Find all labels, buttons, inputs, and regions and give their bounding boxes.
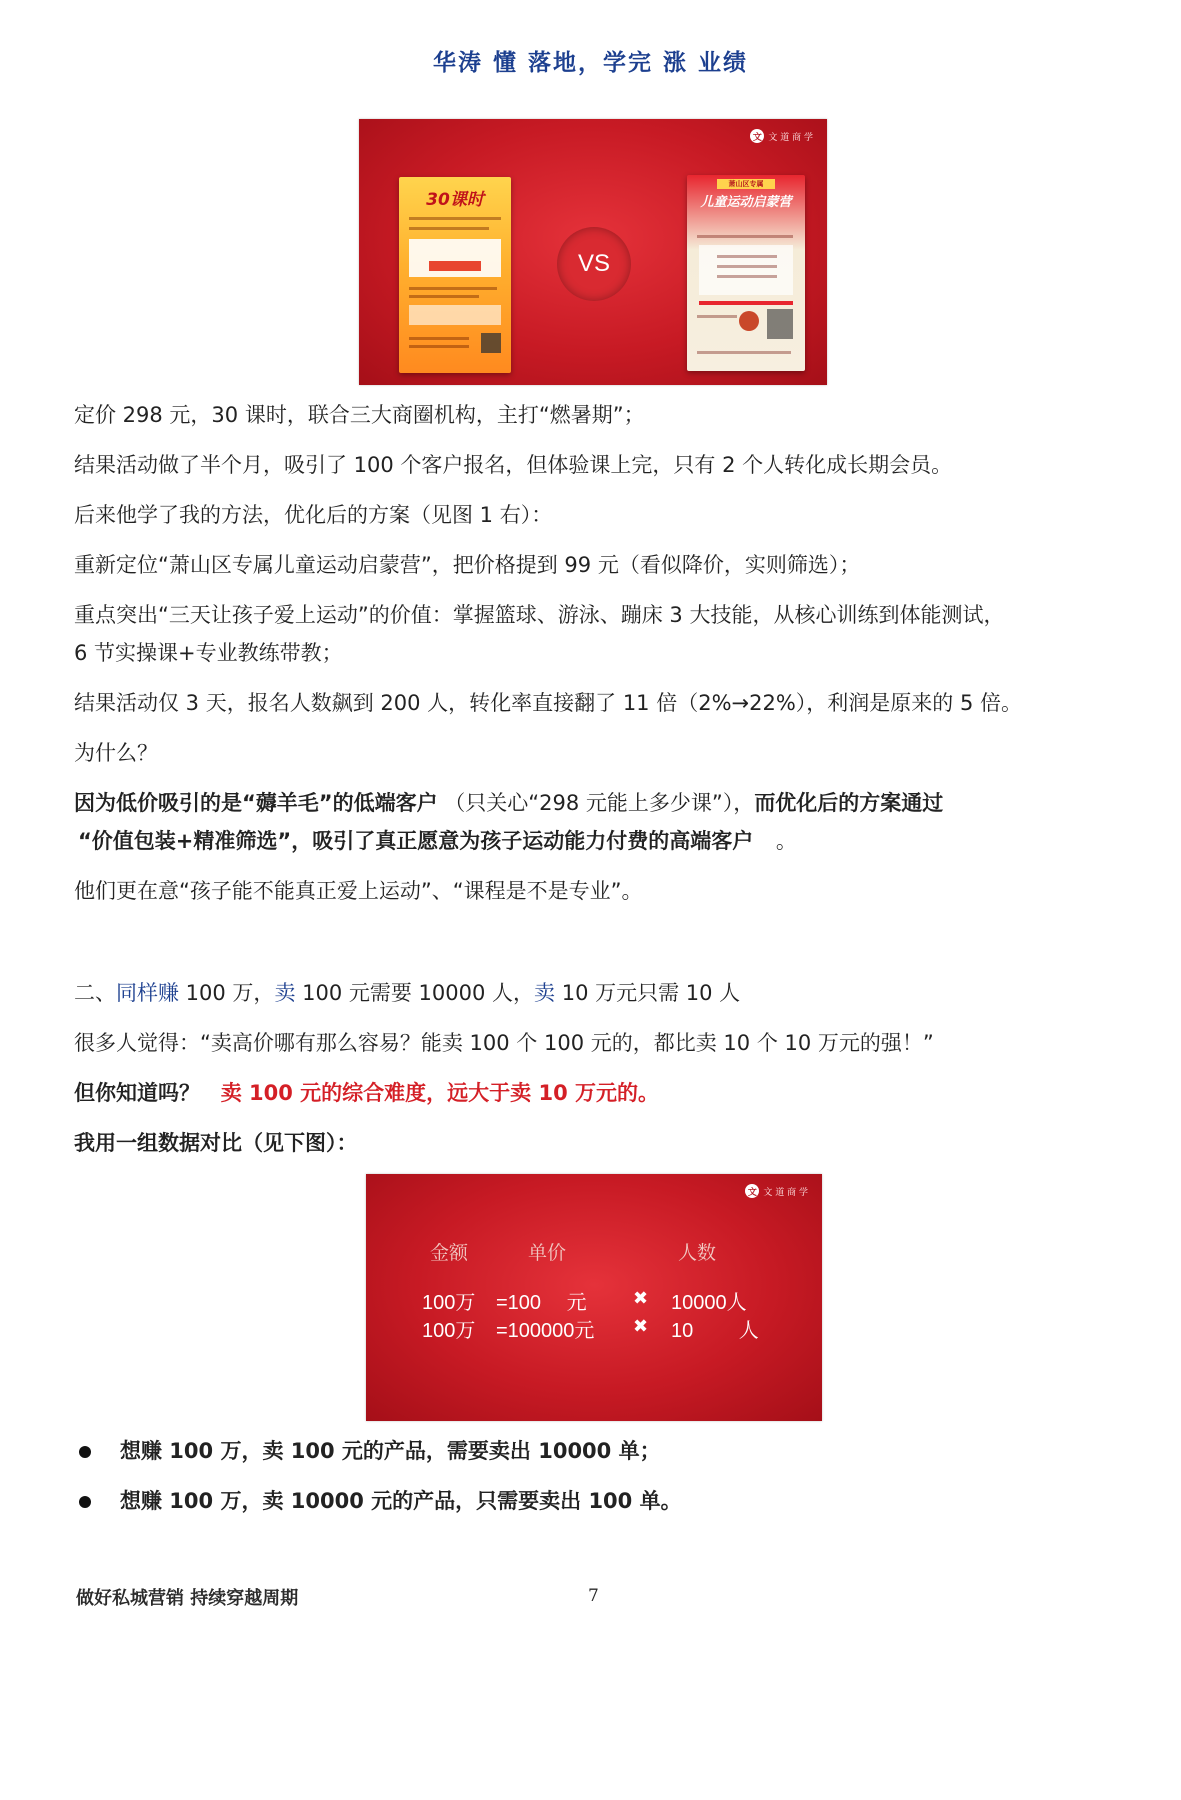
section-2-title-part-1: 同样赚 xyxy=(116,981,179,1005)
multiply-icon: ✖ xyxy=(633,1316,649,1337)
brand-logo xyxy=(750,129,813,143)
row-1-amount: 100万 xyxy=(422,1292,476,1314)
brand-logo-icon: 文 xyxy=(750,129,764,143)
paragraph-6: 结果活动仅 3 天，报名人数飙到 200 人，转化率直接翻了 11 倍（2%→22%），利润是原来的 5 倍。 xyxy=(74,691,1023,715)
p8-normal: （只关心“298 元能上多少课”）， xyxy=(444,791,755,815)
new-plan-poster-title: 儿童运动启蒙营 xyxy=(700,195,792,210)
paragraph-8a xyxy=(74,784,1114,822)
p8-bold-1: 因为低价吸引的是 xyxy=(74,791,242,815)
paragraph-7: 为什么？ xyxy=(74,741,158,765)
section-2-title-part-3: 卖 xyxy=(274,981,296,1005)
header-price: 单价 xyxy=(528,1242,567,1264)
footer-slogan: 做好私城营销 持续穿越周期 xyxy=(76,1588,299,1609)
p8-bold-3: 的低端客户 xyxy=(332,791,438,815)
section-2-title-part-7: 10 万元只需 10 人 xyxy=(555,981,741,1005)
row-2-price: =100000元 xyxy=(496,1320,595,1342)
paragraph-9: 他们更在意“孩子能不能真正爱上运动”、“课程是不是专业”。 xyxy=(74,879,643,903)
bullet-dot xyxy=(79,1496,91,1508)
paragraph-1: 定价 298 元，30 课时，联合三大商圈机构，主打“燃暑期”； xyxy=(74,403,645,427)
page-number: 7 xyxy=(588,1586,599,1606)
paragraph-8b xyxy=(78,822,1118,860)
vs-badge: VS xyxy=(557,227,631,301)
paragraph-4: 重新定位“萧山区专属儿童运动启蒙营”，把价格提到 99 元（看似降价，实则筛选）； xyxy=(74,553,861,577)
multiply-icon: ✖ xyxy=(633,1288,649,1309)
page-header-title: 华涛 懂 落地，学完 涨 业绩 xyxy=(432,49,749,76)
brand-logo-text: 文 道 商 学 xyxy=(763,1187,808,1198)
section-2-question: 但你知道吗？ xyxy=(74,1081,200,1105)
bullet-item-2: 想赚 100 万，卖 10000 元的产品，只需要卖出 100 单。 xyxy=(120,1489,682,1513)
bullet-item-1: 想赚 100 万，卖 100 元的产品，需要卖出 10000 单； xyxy=(120,1439,661,1463)
section-2-title-part-6: 卖 xyxy=(534,981,556,1005)
row-1-people: 10000人 xyxy=(671,1292,747,1314)
p8b-end: 。 xyxy=(775,829,797,853)
brand-logo-icon: 文 xyxy=(745,1184,759,1198)
brand-logo xyxy=(745,1184,808,1198)
section-2-line-2 xyxy=(74,1074,1114,1112)
row-2-amount: 100万 xyxy=(422,1320,476,1342)
comparison-slide-image xyxy=(359,119,827,385)
row-1-price: =100 元 xyxy=(496,1292,587,1314)
p8-bold-4: 而优化后的方案通过 xyxy=(754,791,944,815)
section-2-title-part-5: 10000 人， xyxy=(418,981,535,1005)
header-people: 人数 xyxy=(678,1242,717,1264)
section-2-title-part-4: 100 元需要 xyxy=(295,981,419,1005)
section-2-prefix: 二、 xyxy=(74,981,116,1005)
paragraph-3: 后来他学了我的方法，优化后的方案（见图 1 右）： xyxy=(74,503,553,527)
section-2-highlight: 卖 100 元的综合难度，远大于卖 10 万元的。 xyxy=(220,1081,659,1105)
paragraph-5a: 重点突出“三天让孩子爱上运动”的价值：掌握篮球、游泳、蹦床 3 大技能，从核心训练到体能测试， xyxy=(74,603,1005,627)
old-plan-poster-title: 30课时 xyxy=(426,190,484,210)
p8b-bold: “价值包装+精准筛选”，吸引了真正愿意为孩子运动能力付费的高端客户 xyxy=(78,829,754,853)
section-2-heading xyxy=(74,974,1114,1012)
new-plan-poster-tag: 萧山区专属 xyxy=(717,179,775,189)
section-2-title-part-2: 100 万， xyxy=(179,981,275,1005)
new-plan-poster xyxy=(687,175,805,371)
brand-logo-text: 文 道 商 学 xyxy=(768,132,813,143)
p8-bold-2: “薅羊毛” xyxy=(242,791,333,815)
section-2-line-3: 我用一组数据对比（见下图）： xyxy=(74,1131,358,1155)
header-amount: 金额 xyxy=(430,1242,469,1264)
section-2-line-1: 很多人觉得：“卖高价哪有那么容易？能卖 100 个 100 元的，都比卖 10 个 10 万元的强！” xyxy=(74,1031,934,1055)
paragraph-2: 结果活动做了半个月，吸引了 100 个客户报名，但体验课上完，只有 2 个人转化成长期会员。 xyxy=(74,453,953,477)
row-2-people: 10 人 xyxy=(671,1320,759,1342)
bullet-dot xyxy=(79,1446,91,1458)
old-plan-poster xyxy=(399,177,511,373)
paragraph-5b: 6 节实操课+专业教练带教； xyxy=(74,641,343,665)
data-comparison-slide-image xyxy=(366,1174,822,1421)
